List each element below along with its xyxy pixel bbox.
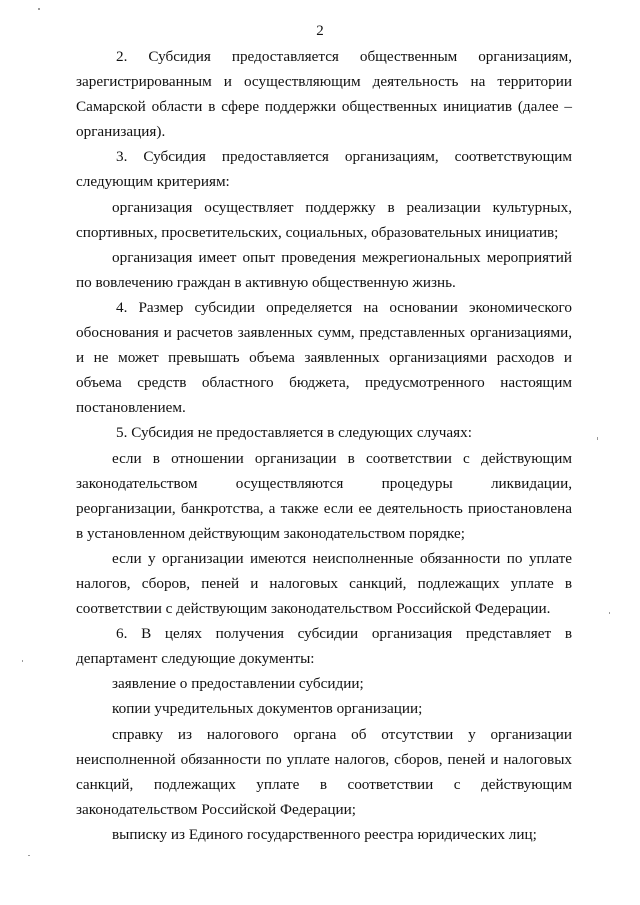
paragraph-item-6: 6. В целях получения субсидии организация представляет в департамент следующие документы:	[76, 625, 572, 668]
document-list-item: справку из налогового органа об отсутствии у организации неисполненной обязанности по уплате налогов, сборов, пеней и налоговых санкций, подлежащих уплате в соответствии с действующим законодательством Российской Федерации;	[76, 725, 572, 818]
document-list-item: копии учредительных документов организации;	[112, 700, 423, 718]
paragraph-item-5: 5. Субсидия не предоставляется в следующих случаях:	[116, 424, 472, 442]
criteria-item: организация осуществляет поддержку в реализации культурных, спортивных, просветительских, социальных, образовательных инициатив;	[76, 198, 572, 241]
page-number: 2	[316, 23, 324, 39]
paragraph-item-3: 3. Субсидия предоставляется организациям, соответствующим следующим критериям:	[76, 148, 572, 191]
scan-speck	[609, 612, 610, 614]
scan-speck	[22, 660, 23, 662]
paragraph-item-4: 4. Размер субсидии определяется на основании экономического обоснования и расчетов заявленных сумм, представленных организациями, и не может превышать объема заявленных организациями расходов и объема средств областного бюджета, предусмотренного настоящим постановлением.	[76, 298, 572, 417]
scan-speck	[28, 855, 30, 856]
exclusion-item: если у организации имеются неисполненные обязанности по уплате налогов, сборов, пеней и налоговых санкций, подлежащих уплате в соответствии с действующим законодательством Российской Федерации.	[76, 549, 572, 618]
scan-speck	[597, 437, 598, 440]
document-list-item: выписку из Единого государственного реестра юридических лиц;	[112, 825, 537, 843]
document-list-item: заявление о предоставлении субсидии;	[112, 675, 364, 693]
scan-speck	[38, 8, 40, 10]
document-body	[76, 44, 572, 847]
exclusion-item: если в отношении организации в соответствии с действующим законодательством осуществляются процедуры ликвидации, реорганизации, банкротства, а также если ее деятельность приостановлена в установленном действующим законодательством порядке;	[76, 449, 572, 542]
paragraph-item-2: 2. Субсидия предоставляется общественным организациям, зарегистрированным и осуществляющим деятельность на территории Самарской области в сфере поддержки общественных инициатив (далее – организация).	[76, 48, 572, 141]
criteria-item: организация имеет опыт проведения межрегиональных мероприятий по вовлечению граждан в активную общественную жизнь.	[76, 248, 572, 291]
